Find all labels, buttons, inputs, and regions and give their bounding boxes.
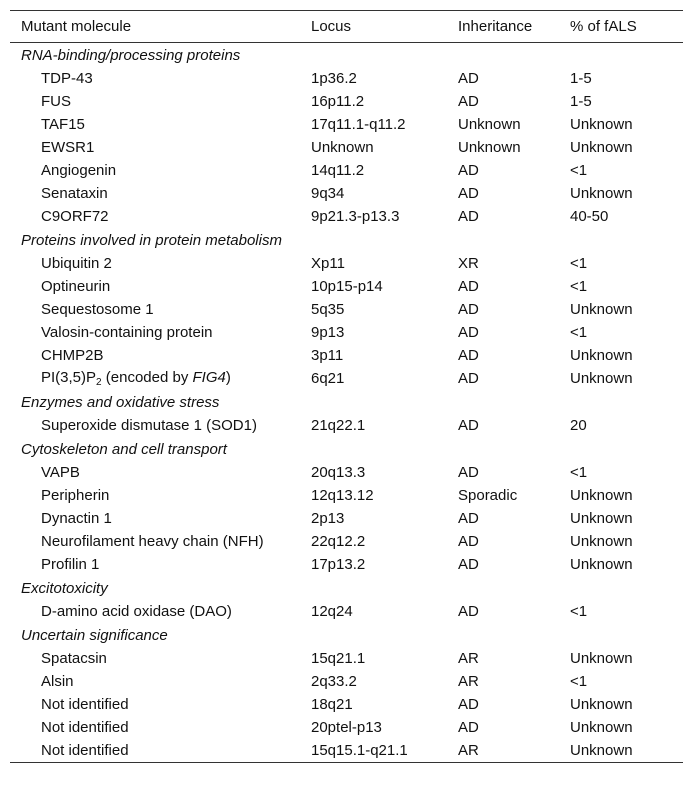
cell-locus: 6q21 (311, 370, 345, 387)
cell-locus: 21q22.1 (311, 417, 366, 434)
molecule-name-part: (encoded by (101, 369, 193, 386)
cell-locus: 20q13.3 (311, 464, 366, 481)
table-row (10, 647, 683, 670)
cell-locus: 20ptel-p13 (311, 719, 382, 736)
cell-molecule: CHMP2B (41, 347, 104, 364)
cell-inheritance: AD (458, 533, 479, 550)
table-header-row (10, 11, 683, 43)
section-title: Enzymes and oxidative stress (21, 393, 220, 411)
cell-molecule: Dynactin 1 (41, 510, 112, 527)
cell-molecule: Ubiquitin 2 (41, 255, 112, 272)
cell-molecule: Optineurin (41, 278, 111, 295)
table-row (10, 414, 683, 437)
cell-locus: 2q33.2 (311, 673, 357, 690)
cell-percent-fals: <1 (570, 464, 588, 481)
cell-locus: 12q13.12 (311, 487, 374, 504)
header-inheritance: Inheritance (458, 18, 533, 35)
fals-genes-table-container (10, 10, 683, 763)
cell-locus: Xp11 (311, 255, 345, 272)
cell-percent-fals: <1 (570, 162, 588, 179)
cell-locus: 12q24 (311, 603, 353, 620)
molecule-name-part: ) (225, 369, 231, 386)
cell-molecule: TDP-43 (41, 70, 93, 87)
table-row (10, 530, 683, 553)
cell-molecule: Sequestosome 1 (41, 301, 154, 318)
cell-inheritance: XR (458, 255, 479, 272)
cell-inheritance: AD (458, 719, 479, 736)
cell-molecule: Angiogenin (41, 162, 117, 179)
cell-molecule: D-amino acid oxidase (DAO) (41, 603, 232, 620)
table-row (10, 90, 683, 113)
cell-inheritance: AD (458, 93, 479, 110)
cell-locus: 3p11 (311, 347, 344, 364)
molecule-name-part: PI(3,5)P (41, 369, 97, 386)
section-header-row (10, 576, 683, 600)
cell-locus: 10p15-p14 (311, 278, 383, 295)
table-row (10, 321, 683, 344)
table-row (10, 159, 683, 182)
cell-locus: 2p13 (311, 510, 345, 527)
table-row (10, 507, 683, 530)
cell-molecule: Profilin 1 (41, 556, 100, 573)
cell-inheritance: Unknown (458, 116, 521, 133)
header-locus: Locus (311, 18, 352, 35)
cell-locus: 9q34 (311, 185, 345, 202)
table-row (10, 670, 683, 693)
section-header-row (10, 43, 683, 68)
cell-molecule: Superoxide dismutase 1 (SOD1) (41, 417, 257, 434)
cell-locus: 16p11.2 (311, 93, 365, 110)
cell-locus: 1p36.2 (311, 70, 357, 87)
cell-percent-fals: 20 (570, 417, 587, 434)
cell-percent-fals: Unknown (570, 742, 633, 759)
cell-molecule: Valosin-containing protein (41, 324, 213, 341)
cell-inheritance: AR (458, 742, 479, 759)
table-row (10, 693, 683, 716)
table-row (10, 553, 683, 576)
cell-locus: Unknown (311, 139, 374, 156)
cell-molecule: TAF15 (41, 116, 85, 133)
cell-locus: 17p13.2 (311, 556, 366, 573)
cell-locus: 9p13 (311, 324, 345, 341)
cell-percent-fals: <1 (570, 278, 588, 295)
cell-molecule (10, 367, 311, 390)
molecule-subscript: 2 (96, 377, 102, 388)
table-row (10, 739, 683, 763)
section-title: Excitotoxicity (21, 579, 108, 597)
cell-molecule: Not identified (41, 696, 129, 713)
cell-inheritance: AD (458, 185, 479, 202)
cell-molecule: EWSR1 (41, 139, 95, 156)
cell-locus: 18q21 (311, 696, 353, 713)
gene-name: FIG4 (192, 369, 226, 386)
table-row (10, 461, 683, 484)
cell-percent-fals: 40-50 (570, 208, 609, 225)
table-row (10, 484, 683, 507)
table-row (10, 716, 683, 739)
cell-inheritance: AD (458, 464, 479, 481)
section-header-row (10, 437, 683, 461)
table-row (10, 344, 683, 367)
cell-percent-fals: 1-5 (570, 93, 592, 110)
table-row (10, 252, 683, 275)
cell-molecule: Not identified (41, 742, 129, 759)
cell-locus: 9p21.3-p13.3 (311, 208, 400, 225)
cell-inheritance: AD (458, 510, 479, 527)
cell-molecule: C9ORF72 (41, 208, 109, 225)
cell-molecule: FUS (41, 93, 71, 110)
cell-molecule: Alsin (41, 673, 74, 690)
fals-genes-table (10, 10, 683, 763)
cell-inheritance: AD (458, 324, 479, 341)
cell-inheritance: Sporadic (458, 487, 518, 504)
cell-locus: 5q35 (311, 301, 345, 318)
cell-molecule: Not identified (41, 719, 129, 736)
cell-percent-fals: Unknown (570, 487, 633, 504)
cell-percent-fals: <1 (570, 603, 588, 620)
cell-locus: 14q11.2 (311, 162, 365, 179)
cell-locus: 17q11.1-q11.2 (311, 116, 406, 133)
cell-percent-fals: <1 (570, 673, 588, 690)
cell-inheritance: AD (458, 556, 479, 573)
table-body (10, 43, 683, 763)
cell-molecule: Spatacsin (41, 650, 107, 667)
cell-inheritance: Unknown (458, 139, 521, 156)
table-row (10, 67, 683, 90)
header-percent-fals: % of fALS (570, 18, 637, 35)
section-header-row (10, 228, 683, 252)
cell-percent-fals: <1 (570, 324, 588, 341)
cell-percent-fals: Unknown (570, 696, 633, 713)
table-row (10, 136, 683, 159)
table-row (10, 275, 683, 298)
cell-percent-fals: Unknown (570, 510, 633, 527)
cell-percent-fals: Unknown (570, 347, 633, 364)
cell-percent-fals: Unknown (570, 185, 633, 202)
cell-inheritance: AD (458, 162, 479, 179)
cell-percent-fals: Unknown (570, 556, 633, 573)
cell-percent-fals: Unknown (570, 139, 633, 156)
table-row (10, 600, 683, 623)
cell-inheritance: AD (458, 417, 479, 434)
table-row (10, 182, 683, 205)
cell-locus: 15q21.1 (311, 650, 366, 667)
cell-locus: 15q15.1-q21.1 (311, 742, 408, 759)
cell-inheritance: AD (458, 278, 479, 295)
cell-locus: 22q12.2 (311, 533, 366, 550)
header-mutant-molecule: Mutant molecule (21, 18, 132, 35)
table-row (10, 298, 683, 321)
cell-inheritance: AD (458, 347, 479, 364)
cell-percent-fals: Unknown (570, 533, 633, 550)
cell-molecule: Peripherin (41, 487, 110, 504)
cell-inheritance: AR (458, 650, 479, 667)
section-title: Cytoskeleton and cell transport (21, 440, 227, 458)
cell-percent-fals: Unknown (570, 719, 633, 736)
cell-percent-fals: Unknown (570, 370, 633, 387)
cell-percent-fals: Unknown (570, 116, 633, 133)
table-row (10, 367, 683, 390)
cell-inheritance: AD (458, 603, 479, 620)
cell-percent-fals: Unknown (570, 301, 633, 318)
cell-percent-fals: Unknown (570, 650, 633, 667)
cell-inheritance: AD (458, 696, 479, 713)
section-title: RNA-binding/processing proteins (21, 46, 241, 64)
cell-molecule: Senataxin (41, 185, 108, 202)
section-header-row (10, 623, 683, 647)
section-title: Uncertain significance (21, 626, 168, 644)
section-header-row (10, 390, 683, 414)
cell-inheritance: AD (458, 301, 479, 318)
cell-percent-fals: <1 (570, 255, 588, 272)
table-row (10, 113, 683, 136)
cell-inheritance: AR (458, 673, 479, 690)
cell-inheritance: AD (458, 370, 479, 387)
cell-molecule: Neurofilament heavy chain (NFH) (41, 533, 264, 550)
cell-molecule: VAPB (41, 464, 80, 481)
cell-inheritance: AD (458, 70, 479, 87)
section-title: Proteins involved in protein metabolism (21, 231, 282, 249)
table-row (10, 205, 683, 228)
cell-percent-fals: 1-5 (570, 70, 592, 87)
cell-inheritance: AD (458, 208, 479, 225)
